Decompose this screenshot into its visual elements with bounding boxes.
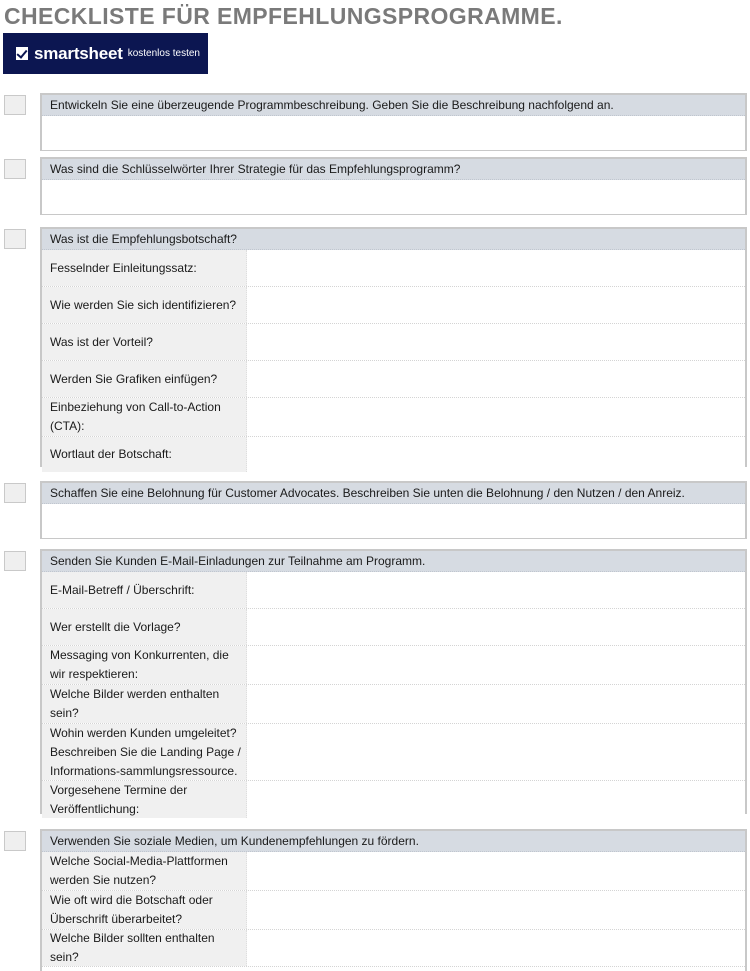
row-value-field[interactable]	[247, 361, 745, 397]
logo-brand: smartsheet	[34, 43, 123, 63]
row-label: Messaging von Konkurrenten, die wir respektieren:	[42, 646, 247, 684]
row-label: Werden Sie Grafiken einfügen?	[42, 361, 247, 397]
table-row	[42, 685, 745, 724]
row-label: Welche Bilder werden enthalten sein?	[42, 685, 247, 723]
row-label: Einbeziehung von Call-to-Action (CTA):	[42, 398, 247, 436]
table-row	[42, 361, 745, 398]
logo-cta: kostenlos testen	[127, 48, 200, 59]
section-header: Entwickeln Sie eine überzeugende Programmbeschreibung. Geben Sie die Beschreibung nachfolgend an.	[42, 95, 745, 116]
checklist-table	[40, 93, 747, 151]
checklist-table	[40, 157, 747, 215]
checklist-table	[40, 829, 747, 971]
checkbox[interactable]	[4, 95, 26, 115]
checkbox[interactable]	[4, 483, 26, 503]
table-row	[42, 250, 745, 287]
row-value-field[interactable]	[247, 250, 745, 286]
row-value-field[interactable]	[247, 646, 745, 684]
row-value-field[interactable]	[247, 324, 745, 360]
table-row	[42, 781, 745, 818]
page-title: CHECKLISTE FÜR EMPFEHLUNGSPROGRAMME.	[4, 3, 563, 29]
row-label: Welche Bilder sollten enthalten sein?	[42, 930, 247, 966]
row-value-field[interactable]	[247, 609, 745, 645]
table-row	[42, 930, 745, 967]
row-value-field[interactable]	[247, 398, 745, 436]
section-header: Was ist die Empfehlungsbotschaft?	[42, 229, 745, 250]
answer-field[interactable]	[42, 180, 745, 214]
section-header: Verwenden Sie soziale Medien, um Kundenempfehlungen zu fördern.	[42, 831, 745, 852]
row-value-field[interactable]	[247, 572, 745, 608]
table-row	[42, 609, 745, 646]
row-value-field[interactable]	[247, 781, 745, 818]
row-label: Welche Social-Media-Plattformen werden Sie nutzen?	[42, 852, 247, 890]
row-value-field[interactable]	[247, 852, 745, 890]
section-header: Was sind die Schlüsselwörter Ihrer Strategie für das Empfehlungsprogramm?	[42, 159, 745, 180]
row-value-field[interactable]	[247, 437, 745, 472]
table-row	[42, 646, 745, 685]
row-label: Fesselnder Einleitungssatz:	[42, 250, 247, 286]
table-row	[42, 437, 745, 472]
checklist-table	[40, 481, 747, 539]
checklist-table	[40, 549, 747, 814]
section-header: Schaffen Sie eine Belohnung für Customer Advocates. Beschreiben Sie unten die Belohnung / den Nutzen / den Anreiz.	[42, 483, 745, 504]
row-value-field[interactable]	[247, 930, 745, 966]
checkmark-icon	[16, 47, 28, 60]
checkbox[interactable]	[4, 229, 26, 249]
row-label: Wortlaut der Botschaft:	[42, 437, 247, 472]
row-value-field[interactable]	[247, 724, 745, 780]
table-row	[42, 891, 745, 930]
row-label: Wie werden Sie sich identifizieren?	[42, 287, 247, 323]
table-row	[42, 852, 745, 891]
row-value-field[interactable]	[247, 891, 745, 929]
table-row	[42, 724, 745, 781]
row-label: Vorgesehene Termine der Veröffentlichung:	[42, 781, 247, 818]
row-value-field[interactable]	[247, 287, 745, 323]
row-label: Wohin werden Kunden umgeleitet? Beschreiben Sie die Landing Page / Informations-sammlungsressource.	[42, 724, 247, 780]
row-label: Wie oft wird die Botschaft oder Überschrift überarbeitet?	[42, 891, 247, 929]
table-row	[42, 572, 745, 609]
smartsheet-logo-button[interactable]	[3, 33, 208, 74]
table-row	[42, 287, 745, 324]
table-row	[42, 324, 745, 361]
row-label: E-Mail-Betreff / Überschrift:	[42, 572, 247, 608]
checkbox[interactable]	[4, 831, 26, 851]
answer-field[interactable]	[42, 504, 745, 538]
answer-field[interactable]	[42, 116, 745, 150]
row-label: Wer erstellt die Vorlage?	[42, 609, 247, 645]
checkbox[interactable]	[4, 551, 26, 571]
checkbox[interactable]	[4, 159, 26, 179]
table-row	[42, 398, 745, 437]
checklist-table	[40, 227, 747, 467]
row-label: Was ist der Vorteil?	[42, 324, 247, 360]
row-value-field[interactable]	[247, 685, 745, 723]
section-header: Senden Sie Kunden E-Mail-Einladungen zur Teilnahme am Programm.	[42, 551, 745, 572]
